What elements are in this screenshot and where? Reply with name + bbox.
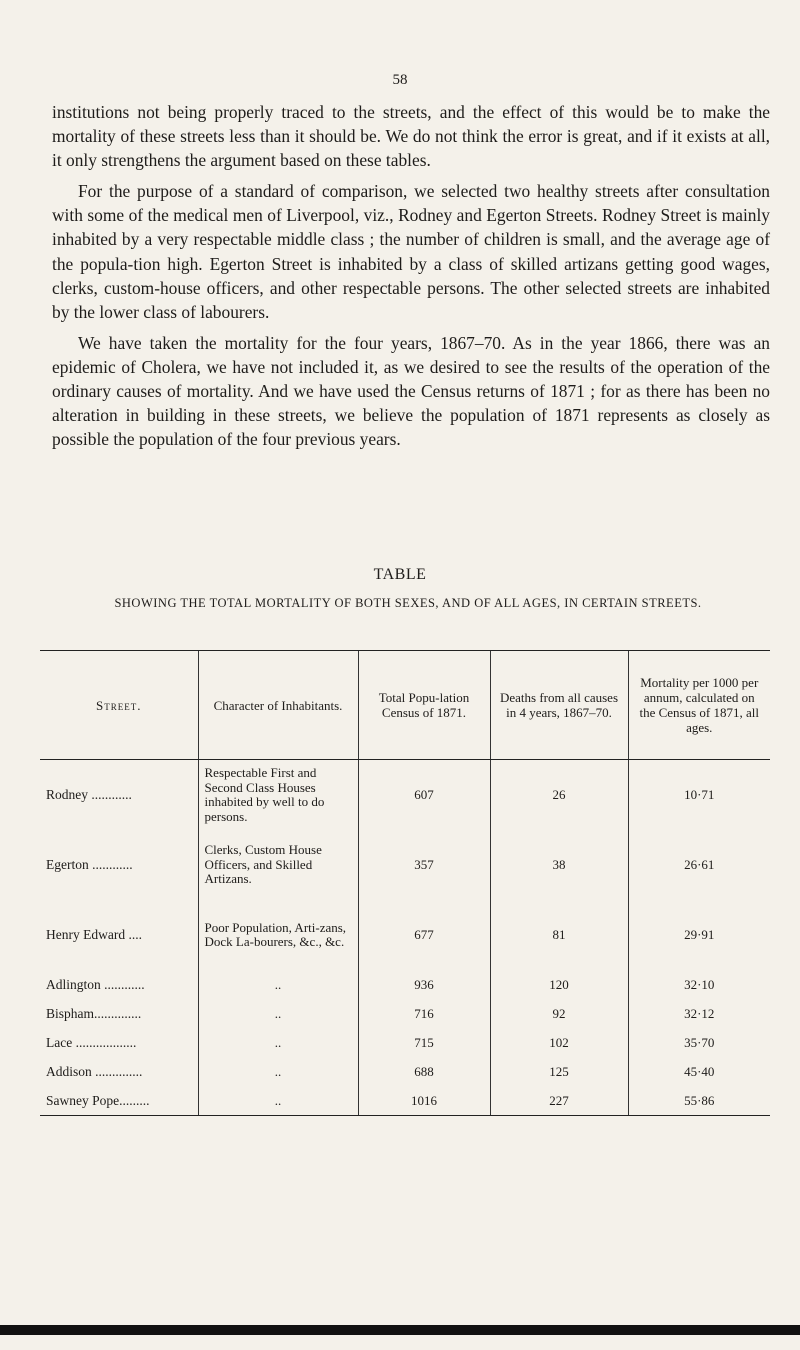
table-title: TABLE xyxy=(373,566,427,583)
cell-population: 716 xyxy=(358,999,490,1028)
cell-mortality: 29·91 xyxy=(628,900,770,970)
cell-mortality: 32·10 xyxy=(628,970,770,999)
cell-street: Adlington ............ xyxy=(46,976,145,992)
cell-character: .. xyxy=(198,970,358,999)
cell-deaths: 38 xyxy=(490,830,628,900)
cell-mortality: 35·70 xyxy=(628,1028,770,1057)
cell-street: Sawney Pope......... xyxy=(40,1086,198,1116)
cell-deaths: 120 xyxy=(490,970,628,999)
header-mortality: Mortality per 1000 per annum, calculated on the Census of 1871, all ages. xyxy=(628,651,770,760)
paragraph-1: institutions not being properly traced to the streets, and the effect of this would be to make the mortality of these streets less than it should be. We do not think the error is great, and if it exists at all, it only strengthens the argument based on these tables. xyxy=(52,102,770,171)
cell-deaths: 92 xyxy=(490,999,628,1028)
table-row xyxy=(40,999,770,1028)
table-row xyxy=(40,830,770,900)
cell-street: Bispham.............. xyxy=(46,1005,142,1021)
cell-population: 936 xyxy=(358,970,490,999)
table-row xyxy=(40,1028,770,1057)
cell-character: Clerks, Custom House Officers, and Skilled Artizans. xyxy=(198,830,358,900)
cell-character: Respectable First and Second Class Houses inhabited by well to do persons. xyxy=(198,760,358,831)
table-row xyxy=(40,1086,770,1116)
cell-mortality: 45·40 xyxy=(628,1057,770,1086)
cell-street: Addison .............. xyxy=(46,1063,143,1079)
cell-deaths: 125 xyxy=(490,1057,628,1086)
header-deaths: Deaths from all causes in 4 years, 1867–70. xyxy=(490,651,628,760)
header-character: Character of Inhabitants. xyxy=(198,651,358,760)
table-subtitle: SHOWING THE TOTAL MORTALITY OF BOTH SEXES, AND OF ALL AGES, IN CERTAIN STREETS. xyxy=(114,596,702,610)
cell-deaths: 81 xyxy=(490,900,628,970)
cell-deaths: 26 xyxy=(490,760,628,831)
cell-character: .. xyxy=(198,1086,358,1116)
cell-mortality: 26·61 xyxy=(628,830,770,900)
paragraph-3: We have taken the mortality for the four years, 1867–70. As in the year 1866, there was an epidemic of Cholera, we have not included it, as we desired to see the results of the operation of the ordinary causes of mortality. And we have used the Census returns of 1871 ; for as there has been no alteration in building in these streets, we believe the population of 1871 represents as closely as possible the population of the four previous years. xyxy=(52,332,770,450)
paragraph-2: For the purpose of a standard of comparison, we selected two healthy streets after consultation with some of the medical men of Liverpool, viz., Rodney and Egerton Streets. Rodney Street is mainly inhabited by a very respectable middle class ; the number of children is small, and the average age of the popula-tion high. Egerton Street is inhabited by a class of skilled artizans getting good wages, clerks, custom-house officers, and other respectable persons. The other selected streets are inhabited by the lower class of labourers. xyxy=(52,181,770,322)
table-row xyxy=(40,1057,770,1086)
table-header-row xyxy=(40,651,770,760)
bottom-edge-rule xyxy=(0,1325,800,1335)
cell-character: .. xyxy=(198,1057,358,1086)
cell-population: 357 xyxy=(358,830,490,900)
cell-deaths: 227 xyxy=(490,1086,628,1116)
cell-character: .. xyxy=(198,999,358,1028)
header-population: Total Popu-lation Census of 1871. xyxy=(358,651,490,760)
cell-mortality: 10·71 xyxy=(628,760,770,831)
mortality-table xyxy=(40,650,770,1116)
cell-population: 688 xyxy=(358,1057,490,1086)
table-row xyxy=(40,970,770,999)
cell-street: Henry Edward .... xyxy=(46,927,142,942)
header-street: Street. xyxy=(40,651,198,760)
cell-street: Lace .................. xyxy=(46,1034,137,1050)
table-row xyxy=(40,760,770,831)
cell-street: Rodney ............ xyxy=(46,787,132,802)
cell-street: Egerton ............ xyxy=(46,857,133,872)
cell-character: .. xyxy=(198,1028,358,1057)
cell-mortality: 32·12 xyxy=(628,999,770,1028)
cell-mortality: 55·86 xyxy=(628,1086,770,1116)
cell-population: 607 xyxy=(358,760,490,831)
cell-population: 1016 xyxy=(358,1086,490,1116)
cell-population: 715 xyxy=(358,1028,490,1057)
page-number: 58 xyxy=(392,72,408,88)
cell-character: Poor Population, Arti-zans, Dock La-bourers, &c., &c. xyxy=(198,900,358,970)
cell-population: 677 xyxy=(358,900,490,970)
body-text xyxy=(52,100,770,458)
cell-deaths: 102 xyxy=(490,1028,628,1057)
table-row xyxy=(40,900,770,970)
